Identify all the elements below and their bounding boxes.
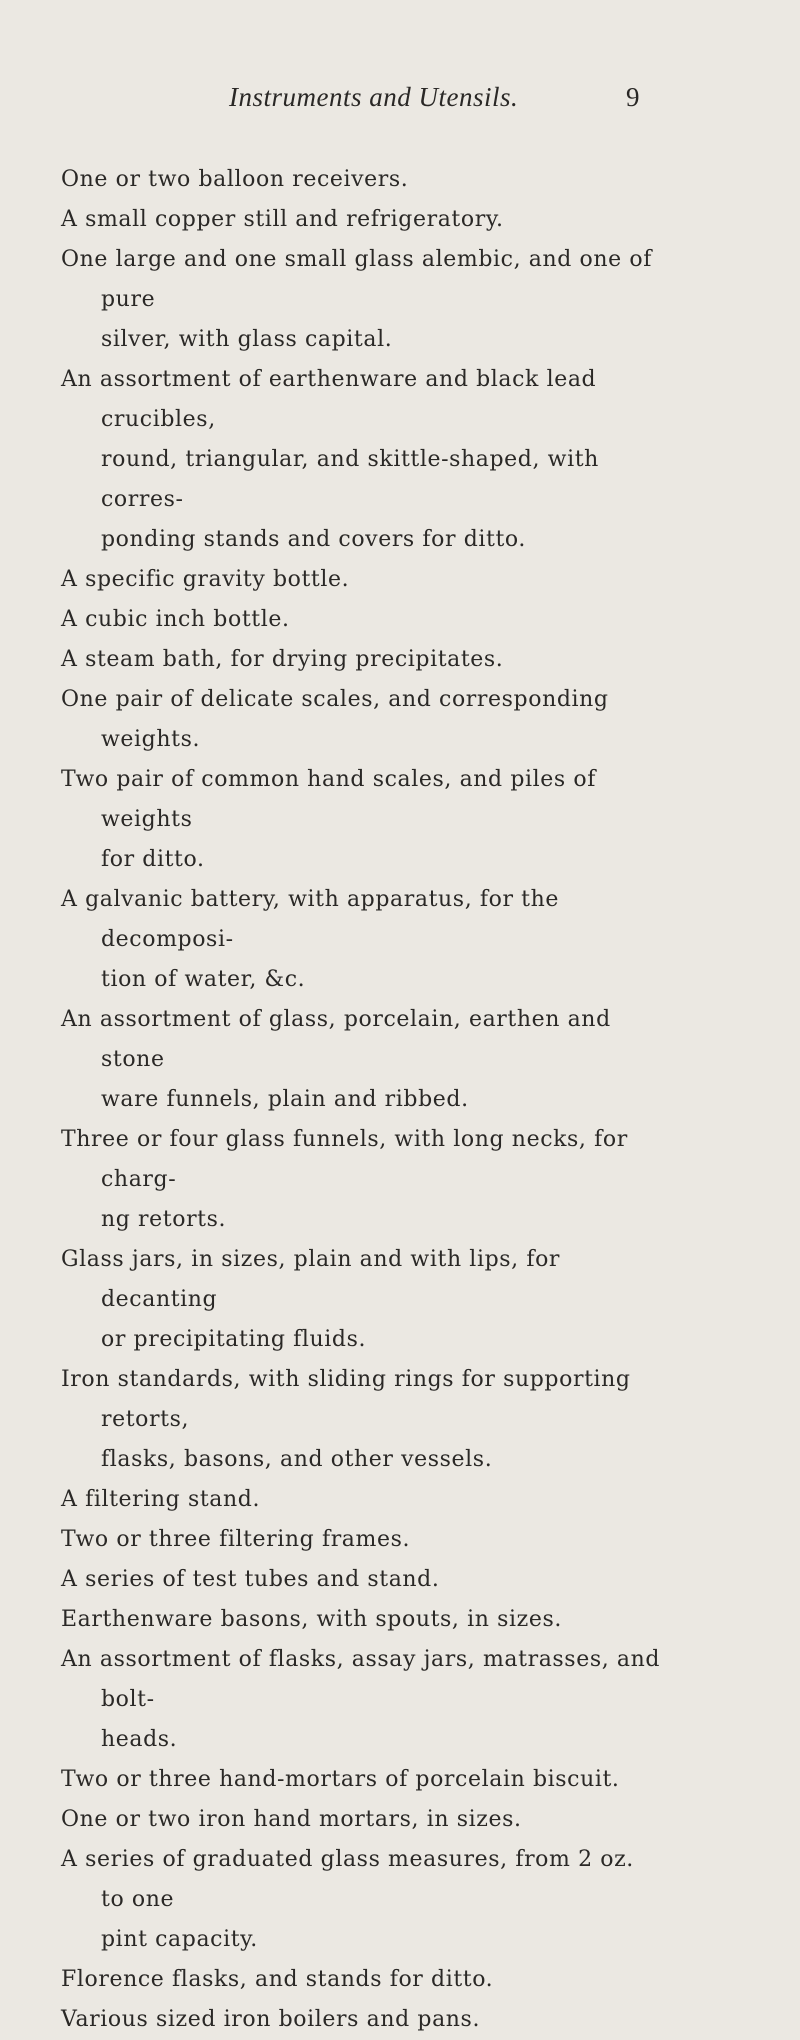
list-item: A specific gravity bottle. <box>61 567 350 592</box>
running-title: Instruments and Utensils. <box>229 82 519 112</box>
list-item: A galvanic battery, with apparatus, for the decomposi- tion of water, &c. <box>61 887 560 992</box>
list-item: A steam bath, for drying precipitates. <box>61 647 504 672</box>
list-item: Three or four glass funnels, with long necks, for charg- ng retorts. <box>61 1127 628 1232</box>
list-item: A small copper still and refrigeratory. <box>61 207 504 232</box>
list-item: Iron standards, with sliding rings for supporting retorts, flasks, basons, and other vessels. <box>61 1367 631 1472</box>
list-item: One or two iron hand mortars, in sizes. <box>61 1807 522 1832</box>
list-item: One pair of delicate scales, and corresponding weights. <box>61 687 609 752</box>
list-item: One or two balloon receivers. <box>61 167 409 192</box>
page-header <box>0 82 800 122</box>
list-item: Two or three filtering frames. <box>61 1527 411 1552</box>
list-item: Glass jars, in sizes, plain and with lips, for decanting or precipitating fluids. <box>61 1247 561 1352</box>
list-item: Two or three hand-mortars of porcelain biscuit. <box>61 1767 620 1792</box>
list-item: A series of test tubes and stand. <box>61 1567 440 1592</box>
list-item: An assortment of earthenware and black lead crucibles, round, triangular, and skittle-shaped, with corres- ponding stands and covers for ditto. <box>61 367 599 552</box>
list-item: A cubic inch bottle. <box>61 607 290 632</box>
list-item: A series of graduated glass measures, from 2 oz. to one pint capacity. <box>61 1847 634 1952</box>
list-item: One large and one small glass alembic, and one of pure silver, with glass capital. <box>61 247 652 352</box>
list-item: Two pair of common hand scales, and piles of weights for ditto. <box>61 767 596 872</box>
list-item: An assortment of flasks, assay jars, matrasses, and bolt- heads. <box>61 1647 661 1752</box>
list-item: A filtering stand. <box>61 1487 261 1512</box>
page-number: 9 <box>626 82 640 112</box>
list-item: Florence flasks, and stands for ditto. <box>61 1967 494 1992</box>
list-item: Various sized iron boilers and pans. <box>61 2007 481 2032</box>
instrument-list <box>61 160 661 2040</box>
list-item: Earthenware basons, with spouts, in sizes. <box>61 1607 562 1632</box>
list-item: An assortment of glass, porcelain, earthen and stone ware funnels, plain and ribbed. <box>61 1007 611 1112</box>
